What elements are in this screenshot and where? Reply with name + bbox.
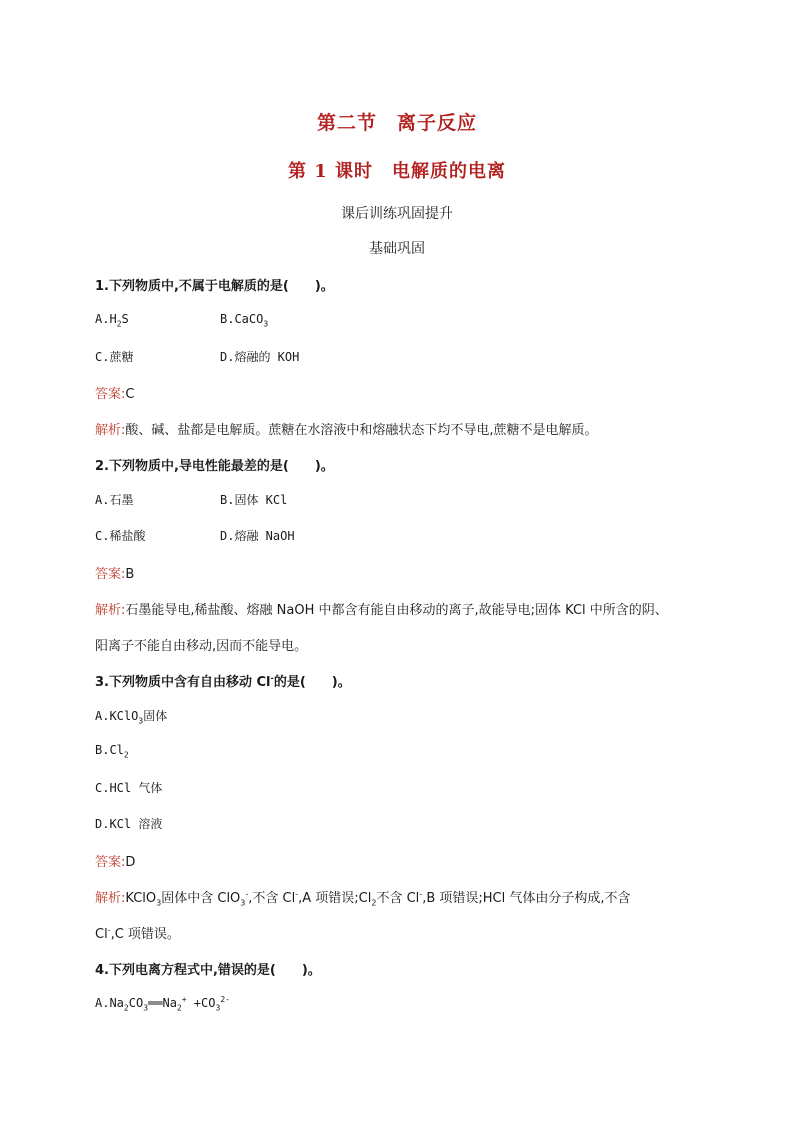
analysis-label: 解析: [95,423,126,438]
question-4-stem: 4.下列电离方程式中,错误的是( )。 [95,963,321,978]
question-3-analysis-line-2: Cl-,C 项错误。 [95,925,180,942]
question-1-option-c: C.蔗糖 [95,350,134,364]
section-title: 第二节 离子反应 [316,112,477,134]
question-2-option-d: D.熔融 NaOH [220,529,295,543]
question-3-option-d: D.KCl 溶液 [95,817,163,831]
analysis-label: 解析: [95,603,126,618]
practice-heading: 课后训练巩固提升 [341,206,453,222]
question-1-stem: 1.下列物质中,不属于电解质的是( )。 [95,279,334,294]
question-1-option-a: $A.H_2S$ [95,312,129,329]
question-2-analysis-line-1: 解析:石墨能导电,稀盐酸、熔融 NaOH 中都含有能自由移动的离子,故能导电;固体 KCl 中所含的阴、 [95,603,668,618]
question-2-analysis-line-2: 阳离子不能自由移动,因而不能导电。 [95,639,308,654]
lesson-title: 第 1 课时 电解质的电离 [287,161,507,182]
question-3-analysis-line-1: 解析:KClO$_3$固体中含 ClO$_3$-,不含 Cl-,A 项错误$;Cl_2$不含 Cl-,B 项错误;HCl 气体由分子构成,不含 [95,889,631,908]
analysis-label: 解析: [95,891,126,906]
question-3-stem: 3.下列物质中含有自由移动 Cl-的是( )。 [95,673,351,690]
question-1-option-d: D.熔融的 KOH [220,350,300,364]
question-1-option-b: B.CaCO$_3$ [220,312,269,329]
question-4-option-a: $A.Na_2CO_3══Na_2^+ +CO_3^{2-}$ [95,995,230,1013]
question-3-answer: 答案:D [95,855,136,870]
question-3-option-a: A.KClO$_3$固体 [95,709,168,726]
question-2-option-a: A.石墨 [95,493,134,507]
answer-label: 答案: [95,567,126,582]
question-1-answer: 答案:C [95,387,135,402]
question-2-stem: 2.下列物质中,导电性能最差的是( )。 [95,459,334,474]
question-1-analysis: 解析:酸、碱、盐都是电解质。蔗糖在水溶液中和熔融状态下均不导电,蔗糖不是电解质。 [95,423,598,438]
question-3-option-b: $B.Cl_2$ [95,743,129,760]
answer-label: 答案: [95,855,126,870]
question-2-option-c: C.稀盐酸 [95,529,146,543]
question-3-option-c: C.HCl 气体 [95,781,163,795]
equals-arrow: ══ [148,996,163,1010]
question-2-answer: 答案:B [95,567,135,582]
question-2-option-b: B.固体 KCl [220,493,288,507]
level-heading: 基础巩固 [369,241,425,257]
answer-label: 答案: [95,387,126,402]
